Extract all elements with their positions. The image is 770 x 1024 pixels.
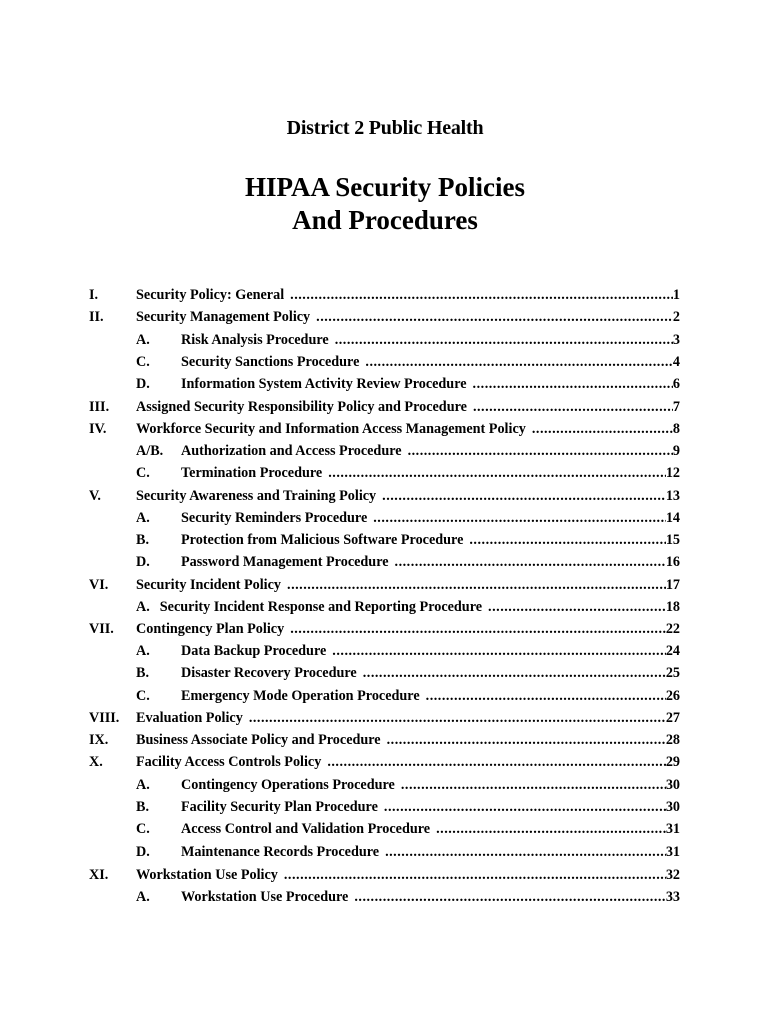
toc-entry-number: A.: [136, 510, 150, 526]
toc-entry: [0, 465, 770, 485]
dot-leader: [290, 287, 673, 304]
toc-entry: [0, 510, 770, 530]
toc-entry-title: Contingency Operations Procedure: [181, 777, 395, 793]
toc-entry-title: Security Policy: General: [136, 287, 285, 303]
title-line-2: And Procedures: [292, 205, 478, 235]
toc-entry-title: Workstation Use Procedure: [181, 889, 349, 905]
toc-entry-title: Termination Procedure: [181, 465, 323, 481]
toc-entry-page: 7: [672, 399, 680, 415]
toc-entry-title: Protection from Malicious Software Procedure: [181, 532, 464, 548]
toc-entry: [0, 399, 770, 419]
toc-entry: [0, 532, 770, 552]
toc-entry: [0, 688, 770, 708]
dot-leader: [473, 399, 673, 416]
toc-entry: [0, 665, 770, 685]
toc-entry: [0, 844, 770, 864]
document-title: [0, 171, 770, 237]
toc-entry: [0, 309, 770, 329]
dot-leader: [382, 488, 666, 505]
toc-entry: [0, 867, 770, 887]
toc-entry-page: 26: [665, 688, 680, 704]
toc-entry-number: A.: [136, 332, 150, 348]
toc-entry-page: 24: [665, 643, 680, 659]
dot-leader: [284, 867, 666, 884]
title-line-1: HIPAA Security Policies: [245, 172, 525, 202]
toc-entry-title: Business Associate Policy and Procedure: [136, 732, 381, 748]
dot-leader: [408, 443, 673, 460]
toc-entry: [0, 577, 770, 597]
toc-entry-title: Authorization and Access Procedure: [181, 443, 402, 459]
toc-entry-title: Security Sanctions Procedure: [181, 354, 360, 370]
toc-entry-page: 15: [665, 532, 680, 548]
toc-entry: [0, 443, 770, 463]
dot-leader: [328, 465, 666, 482]
toc-entry-number: A.: [136, 777, 150, 793]
toc-entry-title: Information System Activity Review Procedure: [181, 376, 467, 392]
toc-entry-number: IX.: [89, 732, 109, 748]
toc-entry-page: 22: [665, 621, 680, 637]
toc-entry: [0, 754, 770, 774]
toc-entry-number: C.: [136, 821, 150, 837]
toc-entry: [0, 799, 770, 819]
toc-entry-title: Security Incident Policy: [136, 577, 282, 593]
toc-entry-page: 12: [665, 465, 680, 481]
toc-entry-title: Security Incident Response and Reporting Procedure: [159, 599, 483, 615]
toc-entry-number: I.: [89, 287, 99, 303]
dot-leader: [395, 554, 666, 571]
toc-entry-page: 17: [665, 577, 680, 593]
toc-entry-number: A.: [136, 643, 150, 659]
toc-entry-title: Evaluation Policy: [136, 710, 243, 726]
dot-leader: [426, 688, 666, 705]
toc-entry-page: 3: [672, 332, 680, 348]
dot-leader: [385, 844, 666, 861]
toc-entry-page: 25: [665, 665, 680, 681]
toc-entry-page: 31: [665, 821, 680, 837]
toc-entry-title: Workforce Security and Information Access Management Policy: [136, 421, 526, 437]
toc-entry-page: 4: [672, 354, 680, 370]
toc-entry: [0, 710, 770, 730]
toc-entry-page: 2: [672, 309, 680, 325]
toc-entry-title: Assigned Security Responsibility Policy and Procedure: [136, 399, 467, 415]
dot-leader: [473, 376, 673, 393]
toc-entry-page: 9: [672, 443, 680, 459]
toc-entry-title: Facility Security Plan Procedure: [181, 799, 378, 815]
dot-leader: [488, 599, 666, 616]
toc-entry-page: 33: [665, 889, 680, 905]
dot-leader: [436, 821, 666, 838]
toc-entry-number: B.: [136, 532, 150, 548]
dot-leader: [373, 510, 666, 527]
toc-entry-page: 30: [665, 777, 680, 793]
toc-entry-page: 16: [665, 554, 680, 570]
toc-entry-title: Contingency Plan Policy: [136, 621, 285, 637]
toc-entry-page: 1: [672, 287, 680, 303]
toc-entry: [0, 287, 770, 307]
toc-entry-number: IV.: [89, 421, 107, 437]
dot-leader: [354, 889, 665, 906]
toc-entry-number: VII.: [89, 621, 114, 637]
dot-leader: [287, 577, 666, 594]
dot-leader: [332, 643, 666, 660]
dot-leader: [387, 732, 666, 749]
toc-entry: [0, 621, 770, 641]
toc-entry-page: 32: [665, 867, 680, 883]
organization-name: District 2 Public Health: [286, 117, 484, 139]
toc-entry-page: 14: [665, 510, 680, 526]
toc-entry-number: III.: [89, 399, 110, 415]
dot-leader: [363, 665, 666, 682]
toc-entry-number: B.: [136, 665, 150, 681]
toc-entry: [0, 643, 770, 663]
toc-entry-number: B.: [136, 799, 150, 815]
toc-entry-page: 18: [665, 599, 680, 615]
toc-entry-number: II.: [89, 309, 104, 325]
toc-entry-title: Workstation Use Policy: [136, 867, 278, 883]
toc-entry-page: 6: [672, 376, 680, 392]
toc-entry: [0, 777, 770, 797]
toc-entry-page: 31: [665, 844, 680, 860]
toc-entry: [0, 599, 770, 619]
toc-entry-number: C.: [136, 688, 150, 704]
toc-entry-title: Access Control and Validation Procedure: [181, 821, 431, 837]
toc-entry: [0, 554, 770, 574]
toc-entry-number: A/B.: [136, 443, 164, 459]
toc-entry-title: Data Backup Procedure: [181, 643, 327, 659]
toc-entry-page: 27: [665, 710, 680, 726]
toc-entry-number: D.: [136, 376, 150, 392]
toc-entry-title: Facility Access Controls Policy: [136, 754, 322, 770]
toc-entry-page: 13: [665, 488, 680, 504]
toc-entry-page: 28: [665, 732, 680, 748]
dot-leader: [365, 354, 673, 371]
toc-entry: [0, 889, 770, 909]
toc-entry-number: XI.: [89, 867, 109, 883]
dot-leader: [249, 710, 666, 727]
dot-leader: [335, 332, 673, 349]
toc-entry: [0, 732, 770, 752]
toc-entry-title: Security Awareness and Training Policy: [136, 488, 377, 504]
toc-entry-number: VIII.: [89, 710, 120, 726]
dot-leader: [316, 309, 673, 326]
dot-leader: [401, 777, 666, 794]
dot-leader: [384, 799, 666, 816]
toc-entry-title: Security Management Policy: [136, 309, 311, 325]
dot-leader: [469, 532, 665, 549]
toc-entry: [0, 488, 770, 508]
toc-entry: [0, 821, 770, 841]
toc-entry-number: X.: [89, 754, 103, 770]
toc-entry-number: VI.: [89, 577, 109, 593]
dot-leader: [532, 421, 673, 438]
toc-entry: [0, 332, 770, 352]
toc-entry-title: Password Management Procedure: [181, 554, 389, 570]
toc-entry-number: C.: [136, 354, 150, 370]
toc-entry-page: 30: [665, 799, 680, 815]
dot-leader: [290, 621, 666, 638]
toc-entry-title: Maintenance Records Procedure: [181, 844, 380, 860]
dot-leader: [327, 754, 665, 771]
toc-entry-number: D.: [136, 554, 150, 570]
toc-entry: [0, 421, 770, 441]
toc-entry-page: 29: [665, 754, 680, 770]
toc-entry-title: Emergency Mode Operation Procedure: [181, 688, 420, 704]
toc-entry-page: 8: [672, 421, 680, 437]
toc-entry: [0, 354, 770, 374]
toc-entry-number: C.: [136, 465, 150, 481]
toc-entry-title: Risk Analysis Procedure: [181, 332, 329, 348]
toc-entry-number: A.: [136, 599, 150, 615]
toc-entry-number: A.: [136, 889, 150, 905]
toc-entry-number: V.: [89, 488, 101, 504]
toc-entry-title: Disaster Recovery Procedure: [181, 665, 357, 681]
toc-entry-number: D.: [136, 844, 150, 860]
toc-entry: [0, 376, 770, 396]
toc-entry-title: Security Reminders Procedure: [181, 510, 368, 526]
